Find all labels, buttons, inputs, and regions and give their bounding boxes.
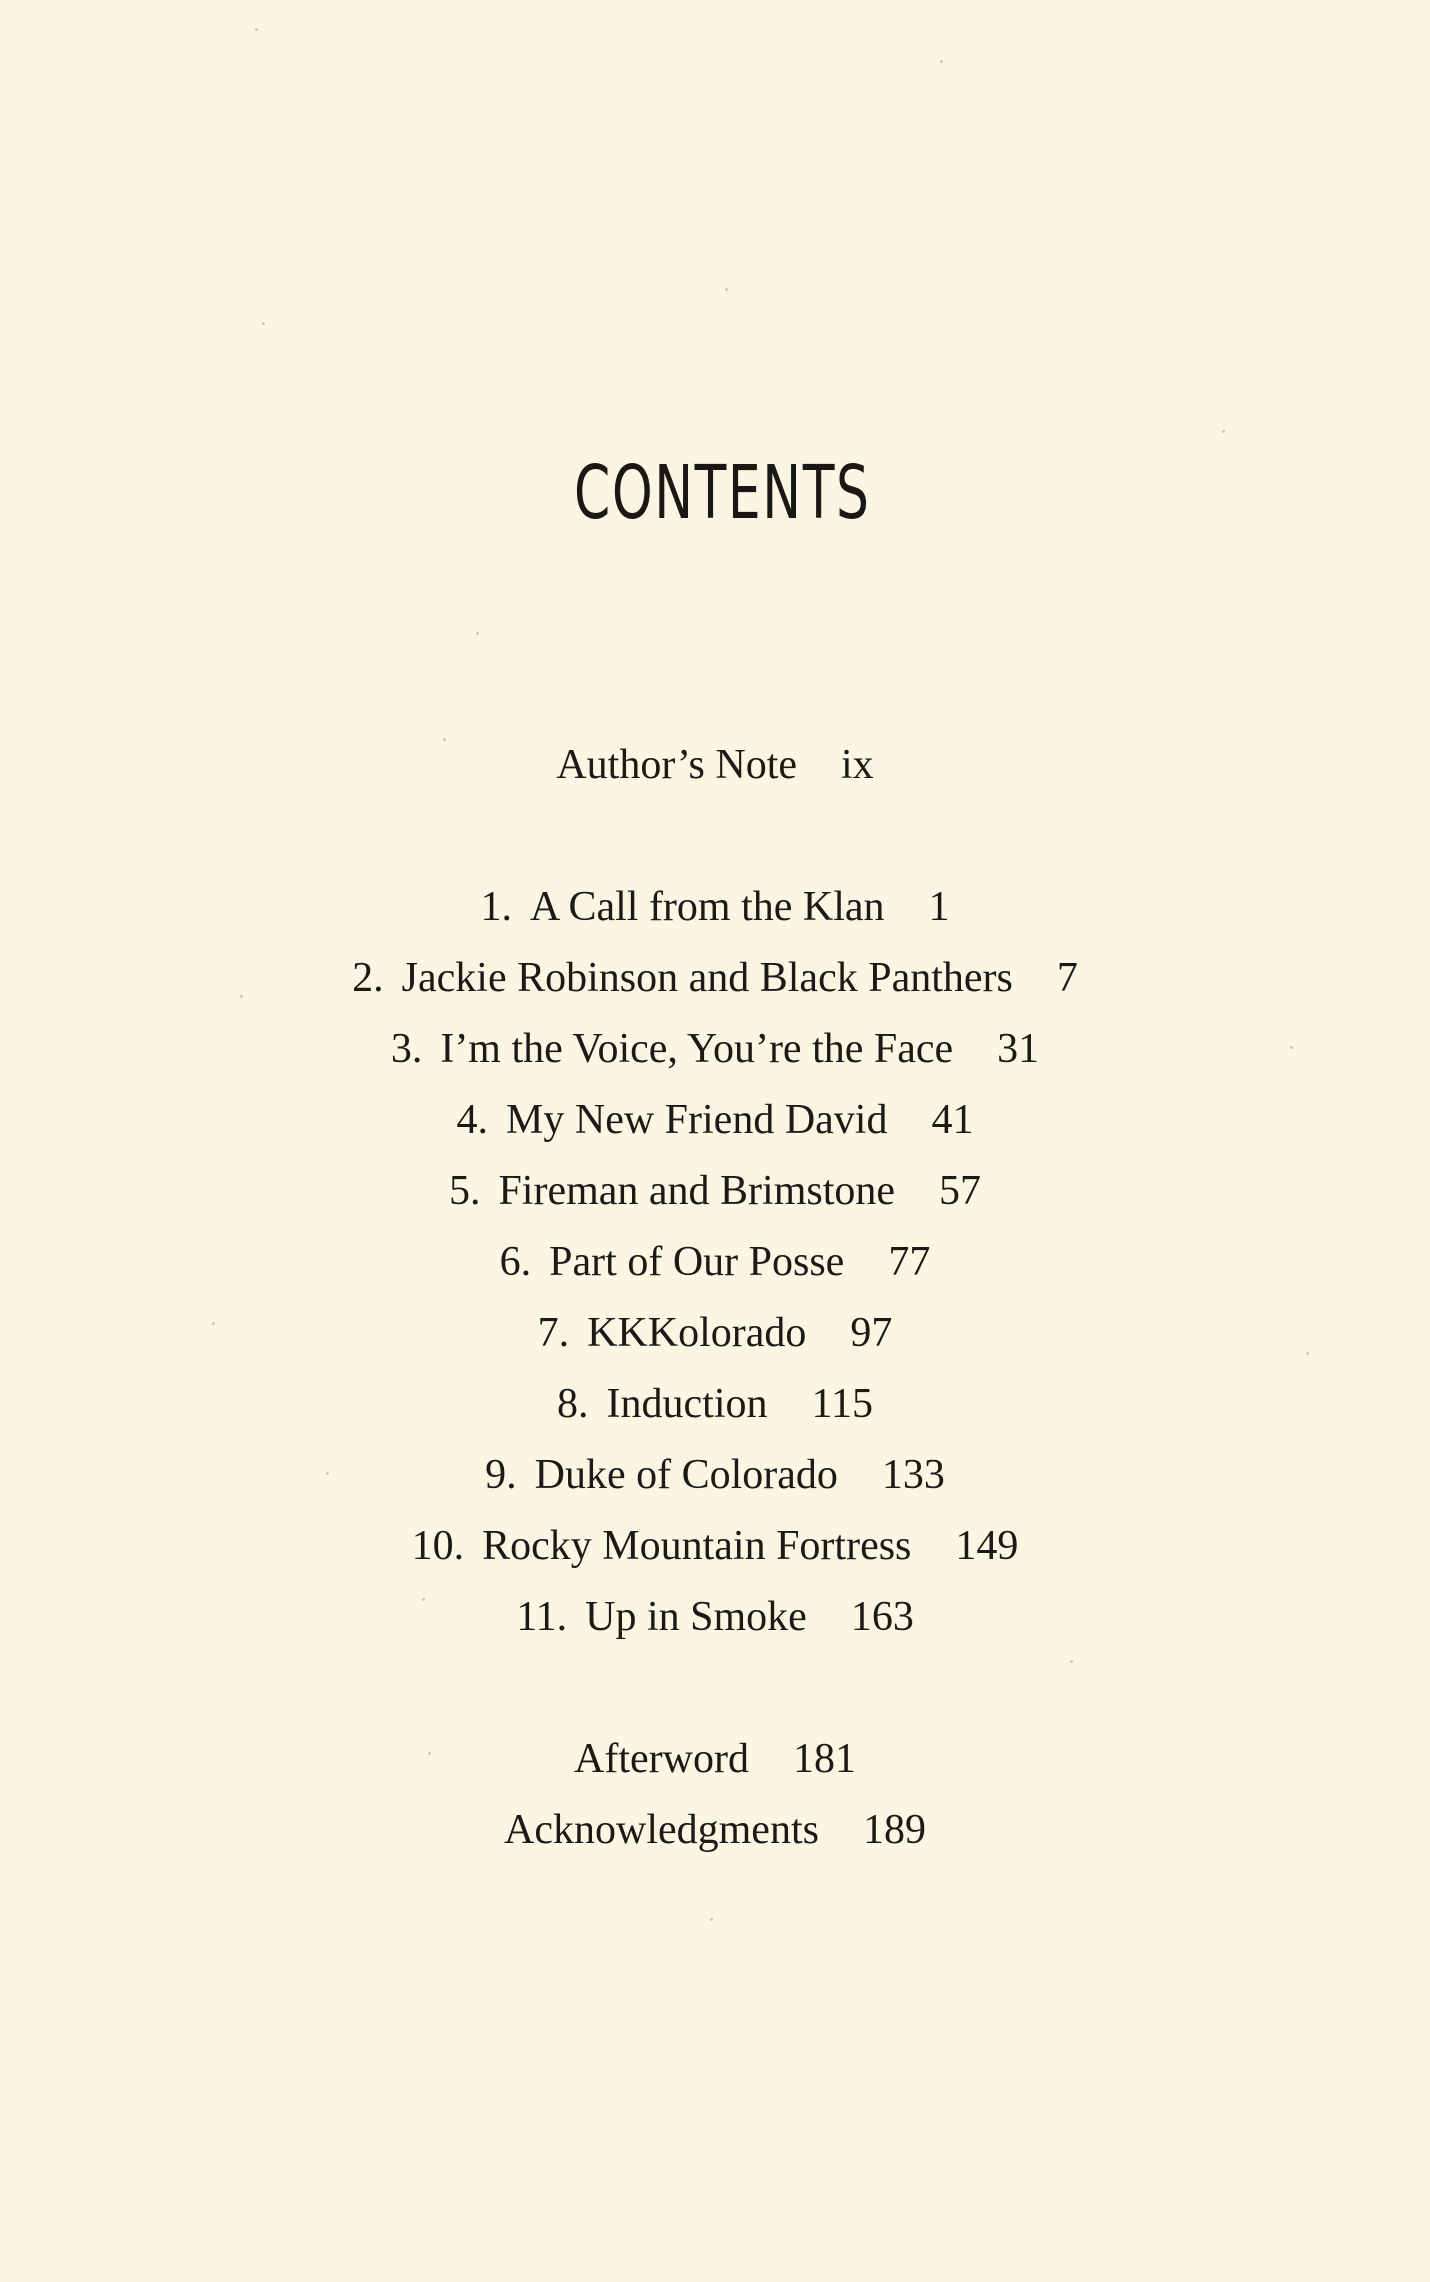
entry-label: Author’s Note (556, 742, 798, 788)
paper-speck (1222, 430, 1225, 433)
entry-page-number: 1 (928, 884, 950, 930)
contents-heading: CONTENTS (574, 450, 871, 536)
chapter-title: KKKolorado (587, 1310, 807, 1356)
chapter-number: 2. (352, 955, 384, 1001)
entry-page-number: 77 (888, 1239, 931, 1285)
toc-entry-chapter-3 (0, 1024, 1430, 1074)
entry-page-number: 97 (850, 1310, 893, 1356)
paper-speck (326, 1472, 329, 1475)
toc-entry-chapter-11 (0, 1592, 1430, 1642)
paper-speck (255, 28, 258, 31)
entry-page-number: 133 (881, 1452, 945, 1498)
chapter-title: Jackie Robinson and Black Panthers (401, 955, 1013, 1001)
paper-speck (212, 1322, 215, 1325)
toc-entry-acknowledgments (0, 1805, 1430, 1855)
chapter-number: 7. (537, 1310, 570, 1356)
chapter-number: 9. (485, 1452, 517, 1498)
chapter-number: 4. (456, 1097, 489, 1143)
chapter-title: Rocky Mountain Fortress (482, 1523, 912, 1569)
entry-page-number: 149 (955, 1523, 1019, 1569)
entry-page-number: 115 (811, 1381, 873, 1427)
paper-speck (262, 322, 265, 325)
paper-speck (1290, 1046, 1293, 1049)
entry-page-number: ix (841, 742, 874, 788)
chapter-title: Up in Smoke (585, 1594, 807, 1640)
entry-page-number: 163 (850, 1594, 914, 1640)
entry-page-number: 57 (939, 1168, 982, 1214)
entry-page-number: 7 (1056, 955, 1078, 1001)
paper-speck (428, 1752, 431, 1755)
entry-label: Afterword (574, 1736, 749, 1782)
toc-entry-chapter-5 (0, 1166, 1430, 1216)
chapter-number: 10. (411, 1523, 465, 1569)
toc-entry-chapter-6 (0, 1237, 1430, 1287)
chapter-number: 3. (390, 1026, 423, 1072)
toc-entry-authors-note (0, 740, 1430, 790)
paper-speck (940, 60, 943, 63)
entry-page-number: 41 (931, 1097, 974, 1143)
paper-speck (1070, 1660, 1073, 1663)
entry-page-number: 181 (792, 1736, 856, 1782)
toc-entry-chapter-10 (0, 1521, 1430, 1571)
chapter-title: Fireman and Brimstone (498, 1168, 896, 1214)
paper-speck (240, 995, 243, 998)
toc-entry-chapter-4 (0, 1095, 1430, 1145)
toc-entry-chapter-9 (0, 1450, 1430, 1500)
chapter-number: 5. (448, 1168, 481, 1214)
chapter-title: Duke of Colorado (534, 1452, 838, 1498)
entry-label: Acknowledgments (504, 1807, 819, 1853)
chapter-title: Part of Our Posse (549, 1239, 845, 1285)
paper-speck (1306, 1352, 1309, 1355)
paper-speck (710, 1918, 713, 1921)
entry-page-number: 189 (862, 1807, 926, 1853)
chapter-title: My New Friend David (506, 1097, 888, 1143)
paper-speck (476, 632, 479, 635)
chapter-number: 11. (516, 1594, 568, 1640)
toc-entry-chapter-1 (0, 882, 1430, 932)
toc-entry-afterword (0, 1734, 1430, 1784)
chapter-number: 8. (557, 1381, 589, 1427)
paper-speck (443, 738, 446, 741)
paper-speck (725, 288, 728, 291)
toc-entry-chapter-2 (0, 953, 1430, 1003)
toc-entry-chapter-7 (0, 1308, 1430, 1358)
chapter-number: 1. (480, 884, 512, 930)
paper-speck (422, 1598, 425, 1601)
chapter-title: I’m the Voice, You’re the Face (440, 1026, 954, 1072)
toc-entry-chapter-8 (0, 1379, 1430, 1429)
chapter-title: A Call from the Klan (529, 884, 885, 930)
entry-page-number: 31 (997, 1026, 1040, 1072)
chapter-number: 6. (499, 1239, 532, 1285)
chapter-title: Induction (606, 1381, 768, 1427)
